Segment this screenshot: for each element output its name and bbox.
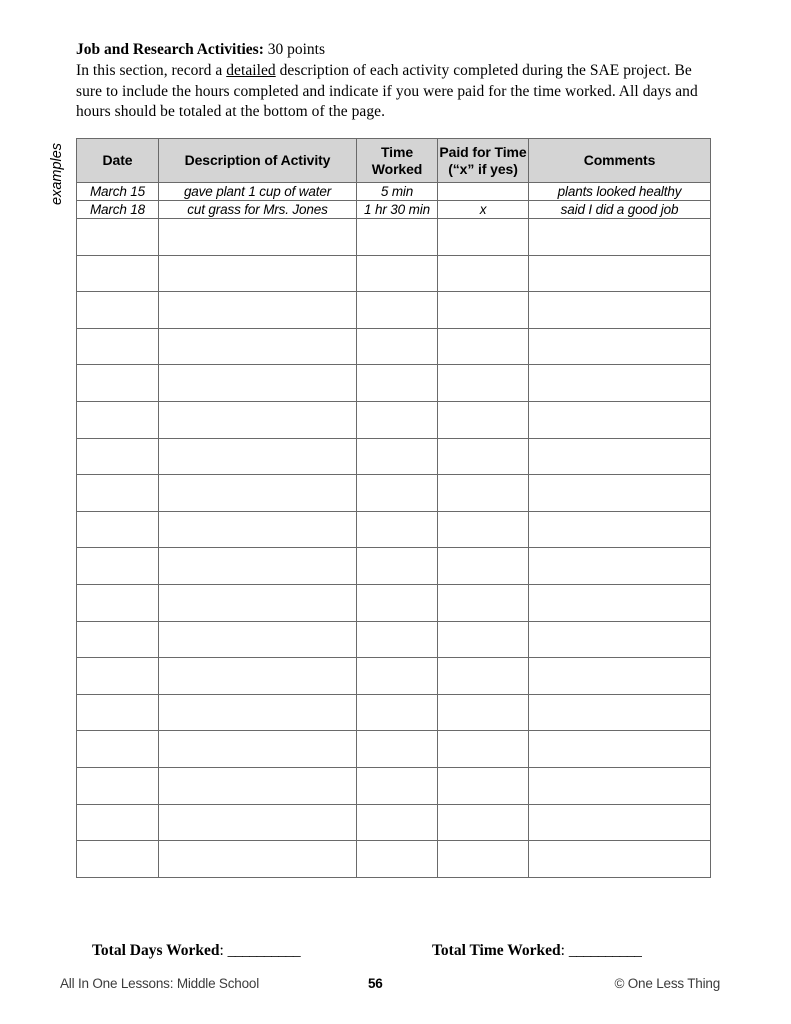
cell-paid-blank[interactable] [438, 731, 529, 768]
cell-paid-blank[interactable] [438, 658, 529, 695]
cell-comments-blank[interactable] [529, 328, 711, 365]
cell-date-blank[interactable] [77, 219, 159, 256]
table-row-example [77, 201, 711, 219]
intro-text-part1: In this section, record a [76, 62, 227, 79]
table-row [77, 511, 711, 548]
table-row [77, 841, 711, 878]
cell-comments-blank[interactable] [529, 475, 711, 512]
cell-date-blank[interactable] [77, 584, 159, 621]
cell-time-worked: 5 min [357, 183, 438, 201]
cell-paid: x [438, 201, 529, 219]
cell-paid-blank[interactable] [438, 219, 529, 256]
column-header-paid-for-time-line2: (“x” if yes) [448, 160, 518, 177]
table-row [77, 475, 711, 512]
total-time-worked [432, 940, 641, 962]
cell-date-blank[interactable] [77, 365, 159, 402]
cell-description-blank[interactable] [159, 731, 357, 768]
column-header-comments-line1: Comments [583, 152, 656, 169]
cell-comments-blank[interactable] [529, 804, 711, 841]
cell-date-blank[interactable] [77, 475, 159, 512]
table-row-example [77, 183, 711, 201]
cell-description: cut grass for Mrs. Jones [159, 201, 357, 219]
column-header-paid-for-time [438, 139, 529, 183]
column-header-time-worked-line1: Time [380, 144, 414, 160]
cell-paid-blank[interactable] [438, 584, 529, 621]
cell-comments-blank[interactable] [529, 365, 711, 402]
cell-comments-blank[interactable] [529, 401, 711, 438]
cell-description-blank[interactable] [159, 694, 357, 731]
cell-comments-blank[interactable] [529, 292, 711, 329]
page-title-points: 30 points [263, 41, 326, 58]
cell-date: March 18 [77, 201, 159, 219]
cell-time-worked-blank[interactable] [357, 621, 438, 658]
cell-time-worked-blank[interactable] [357, 219, 438, 256]
total-days-worked [92, 940, 300, 962]
cell-description-blank[interactable] [159, 511, 357, 548]
column-header-paid-for-time-line1: Paid for Time [439, 144, 527, 160]
cell-time-worked-blank[interactable] [357, 548, 438, 585]
cell-description-blank[interactable] [159, 584, 357, 621]
column-header-date-line1: Date [102, 152, 133, 169]
job-research-activities-table [76, 138, 711, 878]
table-row [77, 292, 711, 329]
total-time-worked-label: Total Time Worked [432, 942, 561, 959]
totals-row [76, 940, 710, 962]
examples-side-label: examples [49, 142, 65, 205]
cell-date-blank[interactable] [77, 511, 159, 548]
intro-text-emphasis: detailed [226, 62, 276, 79]
cell-comments-blank[interactable] [529, 255, 711, 292]
cell-description-blank[interactable] [159, 365, 357, 402]
table-row [77, 365, 711, 402]
cell-paid-blank[interactable] [438, 328, 529, 365]
total-days-worked-label: Total Days Worked [92, 942, 220, 959]
table-row [77, 255, 711, 292]
cell-comments-blank[interactable] [529, 694, 711, 731]
cell-paid [438, 183, 529, 201]
cell-date-blank[interactable] [77, 621, 159, 658]
cell-description-blank[interactable] [159, 767, 357, 804]
table-row [77, 767, 711, 804]
cell-paid-blank[interactable] [438, 255, 529, 292]
cell-comments-blank[interactable] [529, 658, 711, 695]
page-title [76, 40, 706, 60]
cell-time-worked-blank[interactable] [357, 584, 438, 621]
cell-time-worked-blank[interactable] [357, 401, 438, 438]
cell-time-worked-blank[interactable] [357, 255, 438, 292]
cell-paid-blank[interactable] [438, 511, 529, 548]
cell-date-blank[interactable] [77, 438, 159, 475]
cell-date-blank[interactable] [77, 731, 159, 768]
table-row [77, 401, 711, 438]
cell-date-blank[interactable] [77, 548, 159, 585]
cell-comments: said I did a good job [529, 201, 711, 219]
table-header-row [77, 139, 711, 183]
total-time-worked-blank[interactable]: __________ [568, 942, 642, 959]
cell-time-worked-blank[interactable] [357, 365, 438, 402]
cell-time-worked-blank[interactable] [357, 511, 438, 548]
cell-paid-blank[interactable] [438, 548, 529, 585]
table-row [77, 584, 711, 621]
page-title-bold: Job and Research Activities: [76, 41, 264, 58]
cell-description-blank[interactable] [159, 255, 357, 292]
cell-description: gave plant 1 cup of water [159, 183, 357, 201]
cell-description-blank[interactable] [159, 658, 357, 695]
table-body [77, 183, 711, 878]
column-header-description [159, 139, 357, 183]
cell-description-blank[interactable] [159, 475, 357, 512]
cell-comments-blank[interactable] [529, 219, 711, 256]
cell-date-blank[interactable] [77, 767, 159, 804]
cell-time-worked-blank[interactable] [357, 694, 438, 731]
cell-description-blank[interactable] [159, 438, 357, 475]
cell-date-blank[interactable] [77, 401, 159, 438]
intro-text-part2: description of each activity completed during the SAE project. Be sure to include the hours completed and indicate if you were paid for the time worked. All days and hours should be totaled at the bottom of the page. [76, 62, 698, 120]
cell-comments-blank[interactable] [529, 731, 711, 768]
table-row [77, 731, 711, 768]
cell-description-blank[interactable] [159, 548, 357, 585]
cell-date-blank[interactable] [77, 328, 159, 365]
cell-time-worked-blank[interactable] [357, 328, 438, 365]
cell-date-blank[interactable] [77, 255, 159, 292]
cell-paid-blank[interactable] [438, 621, 529, 658]
cell-comments-blank[interactable] [529, 511, 711, 548]
cell-date-blank[interactable] [77, 841, 159, 878]
cell-comments-blank[interactable] [529, 584, 711, 621]
total-days-worked-blank[interactable]: __________ [227, 942, 301, 959]
column-header-time-worked [357, 139, 438, 183]
cell-time-worked-blank[interactable] [357, 804, 438, 841]
cell-paid-blank[interactable] [438, 694, 529, 731]
table-row [77, 219, 711, 256]
cell-date-blank[interactable] [77, 658, 159, 695]
table-row [77, 621, 711, 658]
cell-paid-blank[interactable] [438, 438, 529, 475]
footer-source-label: All In One Lessons: Middle School [60, 976, 260, 991]
intro-section [76, 40, 706, 123]
cell-description-blank[interactable] [159, 219, 357, 256]
cell-paid-blank[interactable] [438, 475, 529, 512]
cell-description-blank[interactable] [159, 292, 357, 329]
cell-time-worked-blank[interactable] [357, 841, 438, 878]
cell-time-worked-blank[interactable] [357, 767, 438, 804]
cell-date-blank[interactable] [77, 694, 159, 731]
cell-comments-blank[interactable] [529, 438, 711, 475]
cell-paid-blank[interactable] [438, 292, 529, 329]
column-header-comments [529, 139, 711, 183]
cell-time-worked-blank[interactable] [357, 292, 438, 329]
cell-comments-blank[interactable] [529, 767, 711, 804]
table-row [77, 658, 711, 695]
column-header-time-worked-line2: Worked [371, 160, 423, 177]
cell-comments-blank[interactable] [529, 841, 711, 878]
cell-paid-blank[interactable] [438, 401, 529, 438]
cell-description-blank[interactable] [159, 621, 357, 658]
cell-time-worked: 1 hr 30 min [357, 201, 438, 219]
cell-date-blank[interactable] [77, 804, 159, 841]
table-row [77, 438, 711, 475]
total-days-worked-colon: : [219, 942, 228, 959]
cell-comments-blank[interactable] [529, 621, 711, 658]
cell-date: March 15 [77, 183, 159, 201]
intro-paragraph [76, 61, 706, 123]
cell-date-blank[interactable] [77, 292, 159, 329]
table-row [77, 328, 711, 365]
cell-description-blank[interactable] [159, 841, 357, 878]
footer-copyright: © One Less Thing [614, 976, 720, 991]
column-header-date [77, 139, 159, 183]
table-row [77, 548, 711, 585]
cell-time-worked-blank[interactable] [357, 731, 438, 768]
cell-description-blank[interactable] [159, 401, 357, 438]
cell-time-worked-blank[interactable] [357, 658, 438, 695]
cell-comments: plants looked healthy [529, 183, 711, 201]
cell-paid-blank[interactable] [438, 804, 529, 841]
footer-page-number: 56 [368, 976, 383, 991]
cell-paid-blank[interactable] [438, 841, 529, 878]
cell-description-blank[interactable] [159, 328, 357, 365]
column-header-description-line1: Description of Activity [184, 152, 331, 169]
total-time-worked-colon: : [560, 942, 569, 959]
cell-paid-blank[interactable] [438, 767, 529, 804]
cell-comments-blank[interactable] [529, 548, 711, 585]
page-footer [60, 974, 720, 994]
cell-time-worked-blank[interactable] [357, 438, 438, 475]
table-row [77, 804, 711, 841]
table-row [77, 694, 711, 731]
cell-paid-blank[interactable] [438, 365, 529, 402]
cell-time-worked-blank[interactable] [357, 475, 438, 512]
cell-description-blank[interactable] [159, 804, 357, 841]
